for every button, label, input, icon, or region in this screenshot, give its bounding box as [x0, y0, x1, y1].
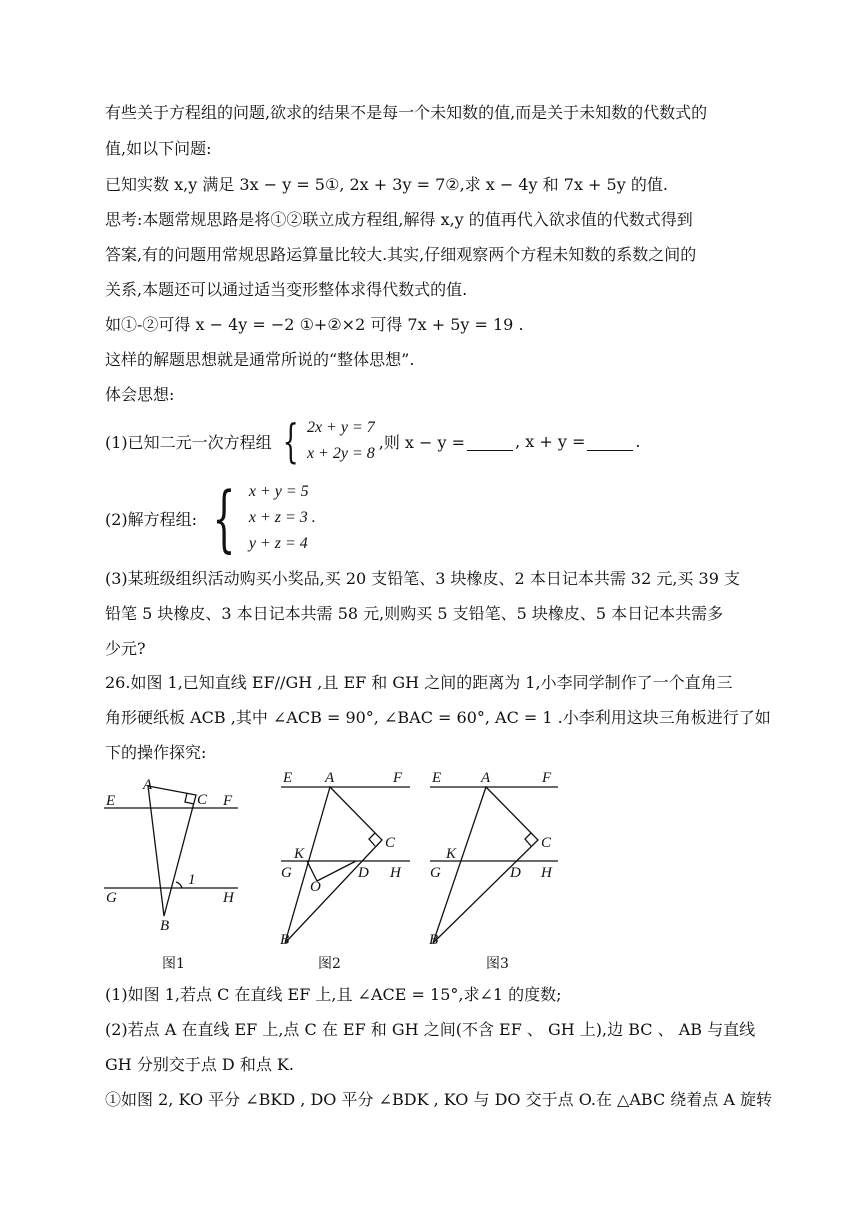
brace-icon: {	[212, 476, 236, 560]
q2-prefix: (2)解方程组:	[105, 509, 198, 529]
holistic-idea: 这样的解题思想就是通常所说的“整体思想”.	[105, 350, 415, 369]
label-G-fig3: G	[430, 865, 441, 881]
experience-heading: 体会思想:	[105, 385, 175, 404]
sub-question-2-part-1: ①如图 2, KO 平分 ∠BKD , DO 平分 ∠BDK , KO 与 DO 交于点 O.在 △ABC 绕着点 A 旋转	[105, 1090, 773, 1109]
label-K-fig2: K	[294, 846, 305, 862]
label-B-fig3: B	[429, 932, 439, 948]
label-E-fig2: E	[283, 770, 293, 786]
label-C-fig1: C	[197, 792, 208, 808]
label-H-fig3: H	[541, 865, 552, 881]
caption-fig3: 图3	[486, 956, 509, 972]
label-H-fig2: H	[390, 865, 401, 881]
label-E-fig1: E	[106, 793, 116, 809]
q2-system	[249, 479, 316, 557]
sub-question-1: (1)如图 1,若点 C 在直线 EF 上,且 ∠ACE = 15°,求∠1 的度数;	[105, 985, 562, 1004]
intro-line-2: 值,如以下问题:	[105, 139, 212, 158]
q2-eq1: x + y = 5	[248, 483, 309, 500]
sub-question-2-line-2: GH 分别交于点 D 和点 K.	[105, 1055, 294, 1074]
label-F-fig1: F	[223, 793, 233, 809]
caption-fig2: 图2	[318, 956, 341, 972]
q2-eq2: x + z = 3 .	[248, 509, 316, 526]
label-F-fig2: F	[393, 770, 403, 786]
q3-line-2: 铅笔 5 块橡皮、3 本日记本共需 58 元,则购买 5 支铅笔、5 块橡皮、5 本日记本共需多	[105, 604, 724, 623]
problem-26-line-3: 下的操作探究:	[105, 743, 207, 762]
geometry-figures	[0, 758, 860, 988]
label-D-fig2: D	[358, 865, 369, 881]
label-A-fig1: A	[143, 777, 153, 793]
problem-26-line-1: 26.如图 1,已知直线 EF//GH ,且 EF 和 GH 之间的距离为 1,小李同学制作了一个直角三	[105, 673, 733, 692]
problem-26-line-2: 角形硬纸板 ACB ,其中 ∠ACB = 90°, ∠BAC = 60°, AC = 1 .小李利用这块三角板进行了如	[105, 708, 771, 727]
label-A-fig2: A	[325, 770, 335, 786]
label-B-fig1: B	[160, 918, 170, 934]
problem-statement: 已知实数 x,y 满足 3x − y = 5①, 2x + 3y = 7②,求 x − 4y 和 7x + 5y 的值.	[105, 175, 668, 194]
brace-icon: {	[282, 414, 299, 468]
label-C-fig2: C	[385, 835, 396, 851]
q3-line-3: 少元?	[105, 639, 146, 658]
q1-mid2: , x + y =	[515, 431, 586, 451]
thinking-line-2: 答案,有的问题用常规思路运算量比较大.其实,仔细观察两个方程未知数的系数之间的	[105, 245, 697, 264]
q1-prefix: (1)已知二元一次方程组	[105, 432, 272, 452]
q3-line-1: (3)某班级组织活动购买小奖品,买 20 支铅笔、3 块橡皮、2 本日记本共需 32 元,买 39 支	[105, 569, 740, 588]
label-D-fig3: D	[510, 865, 521, 881]
label-angle-1: 1	[188, 872, 196, 888]
thinking-line-3: 关系,本题还可以通过适当变形整体求得代数式的值.	[105, 280, 468, 299]
label-E-fig3: E	[432, 770, 442, 786]
label-C-fig3: C	[541, 835, 552, 851]
label-K-fig3: K	[446, 846, 457, 862]
label-B-fig2: B	[280, 932, 290, 948]
q1-mid: ,则 x − y =	[378, 432, 466, 452]
intro-line-1: 有些关于方程组的问题,欲求的结果不是每一个未知数的值,而是关于未知数的代数式的	[105, 103, 708, 122]
label-G-fig1: G	[106, 890, 117, 906]
q1-answer-blank-1[interactable]	[467, 432, 513, 451]
q2-eq3: y + z = 4	[248, 535, 308, 552]
example-solution: 如①-②可得 x − 4y = −2 ①+②×2 可得 7x + 5y = 19 .	[105, 315, 524, 334]
q1-answer-blank-2[interactable]	[587, 432, 633, 451]
label-F-fig3: F	[542, 770, 552, 786]
q1-eq2: x + 2y = 8	[306, 445, 375, 462]
label-A-fig3: A	[481, 770, 491, 786]
label-H-fig1: H	[223, 890, 234, 906]
sub-question-2-line-1: (2)若点 A 在直线 EF 上,点 C 在 EF 和 GH 之间(不含 EF 、 GH 上),边 BC 、 AB 与直线	[105, 1020, 756, 1039]
q1-system	[307, 415, 375, 467]
label-G-fig2: G	[281, 865, 292, 881]
question-1	[105, 414, 640, 468]
thinking-line-1: 思考:本题常规思路是将①②联立成方程组,解得 x,y 的值再代入欲求值的代数式得到	[105, 210, 693, 229]
q1-eq1: 2x + y = 7	[306, 419, 375, 436]
caption-fig1: 图1	[162, 956, 185, 972]
q1-end: .	[635, 431, 641, 451]
question-2	[105, 478, 316, 558]
label-O-fig2: O	[310, 879, 321, 895]
